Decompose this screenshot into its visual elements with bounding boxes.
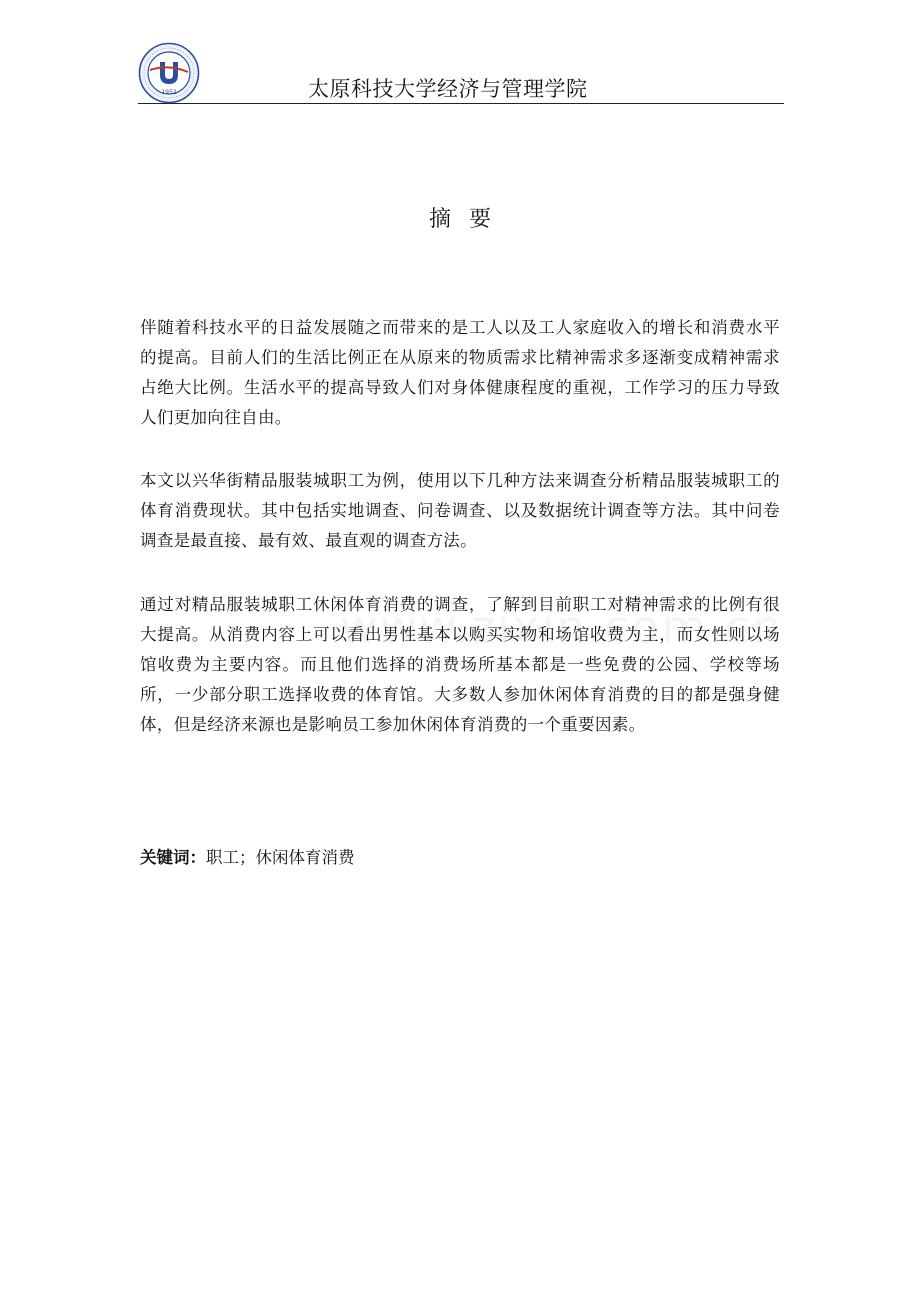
keywords-value: 职工；休闲体育消费 (206, 848, 355, 867)
abstract-paragraph-2: 本文以兴华街精品服装城职工为例，使用以下几种方法来调查分析精品服装城职工的体育消费现状。其中包括实地调查、问卷调查、以及数据统计调查等方法。其中问卷调查是最直接、最有效、最直观的调查方法。 (140, 471, 780, 550)
keywords-label: 关键词： (140, 848, 206, 867)
abstract-paragraph-1: 伴随着科技水平的日益发展随之而带来的是工人以及工人家庭收入的增长和消费水平的提高。目前人们的生活比例正在从原来的物质需求比精神需求多逐渐变成精神需求占绝大比例。生活水平的提高导致人们对身体健康程度的重视，工作学习的压力导致人们更加向往自由。 (140, 318, 780, 427)
logo-year: 1952 (161, 89, 177, 96)
university-logo (138, 42, 200, 104)
keywords-line (140, 843, 355, 873)
abstract-paragraph-3: 通过对精品服装城职工休闲体育消费的调查，了解到目前职工对精神需求的比例有很大提高。从消费内容上可以看出男性基本以购买实物和场馆收费为主，而女性则以场馆收费为主要内容。而且他们选择的消费场所基本都是一些免费的公园、学校等场所，一少部分职工选择收费的体育馆。大多数人参加休闲体育消费的目的都是强身健体，但是经济来源也是影响员工参加休闲体育消费的一个重要因素。 (140, 595, 780, 734)
header-title: 太原科技大学经济与管理学院 (308, 77, 588, 101)
abstract-title: 摘要 (428, 207, 509, 232)
page-header (138, 40, 784, 104)
